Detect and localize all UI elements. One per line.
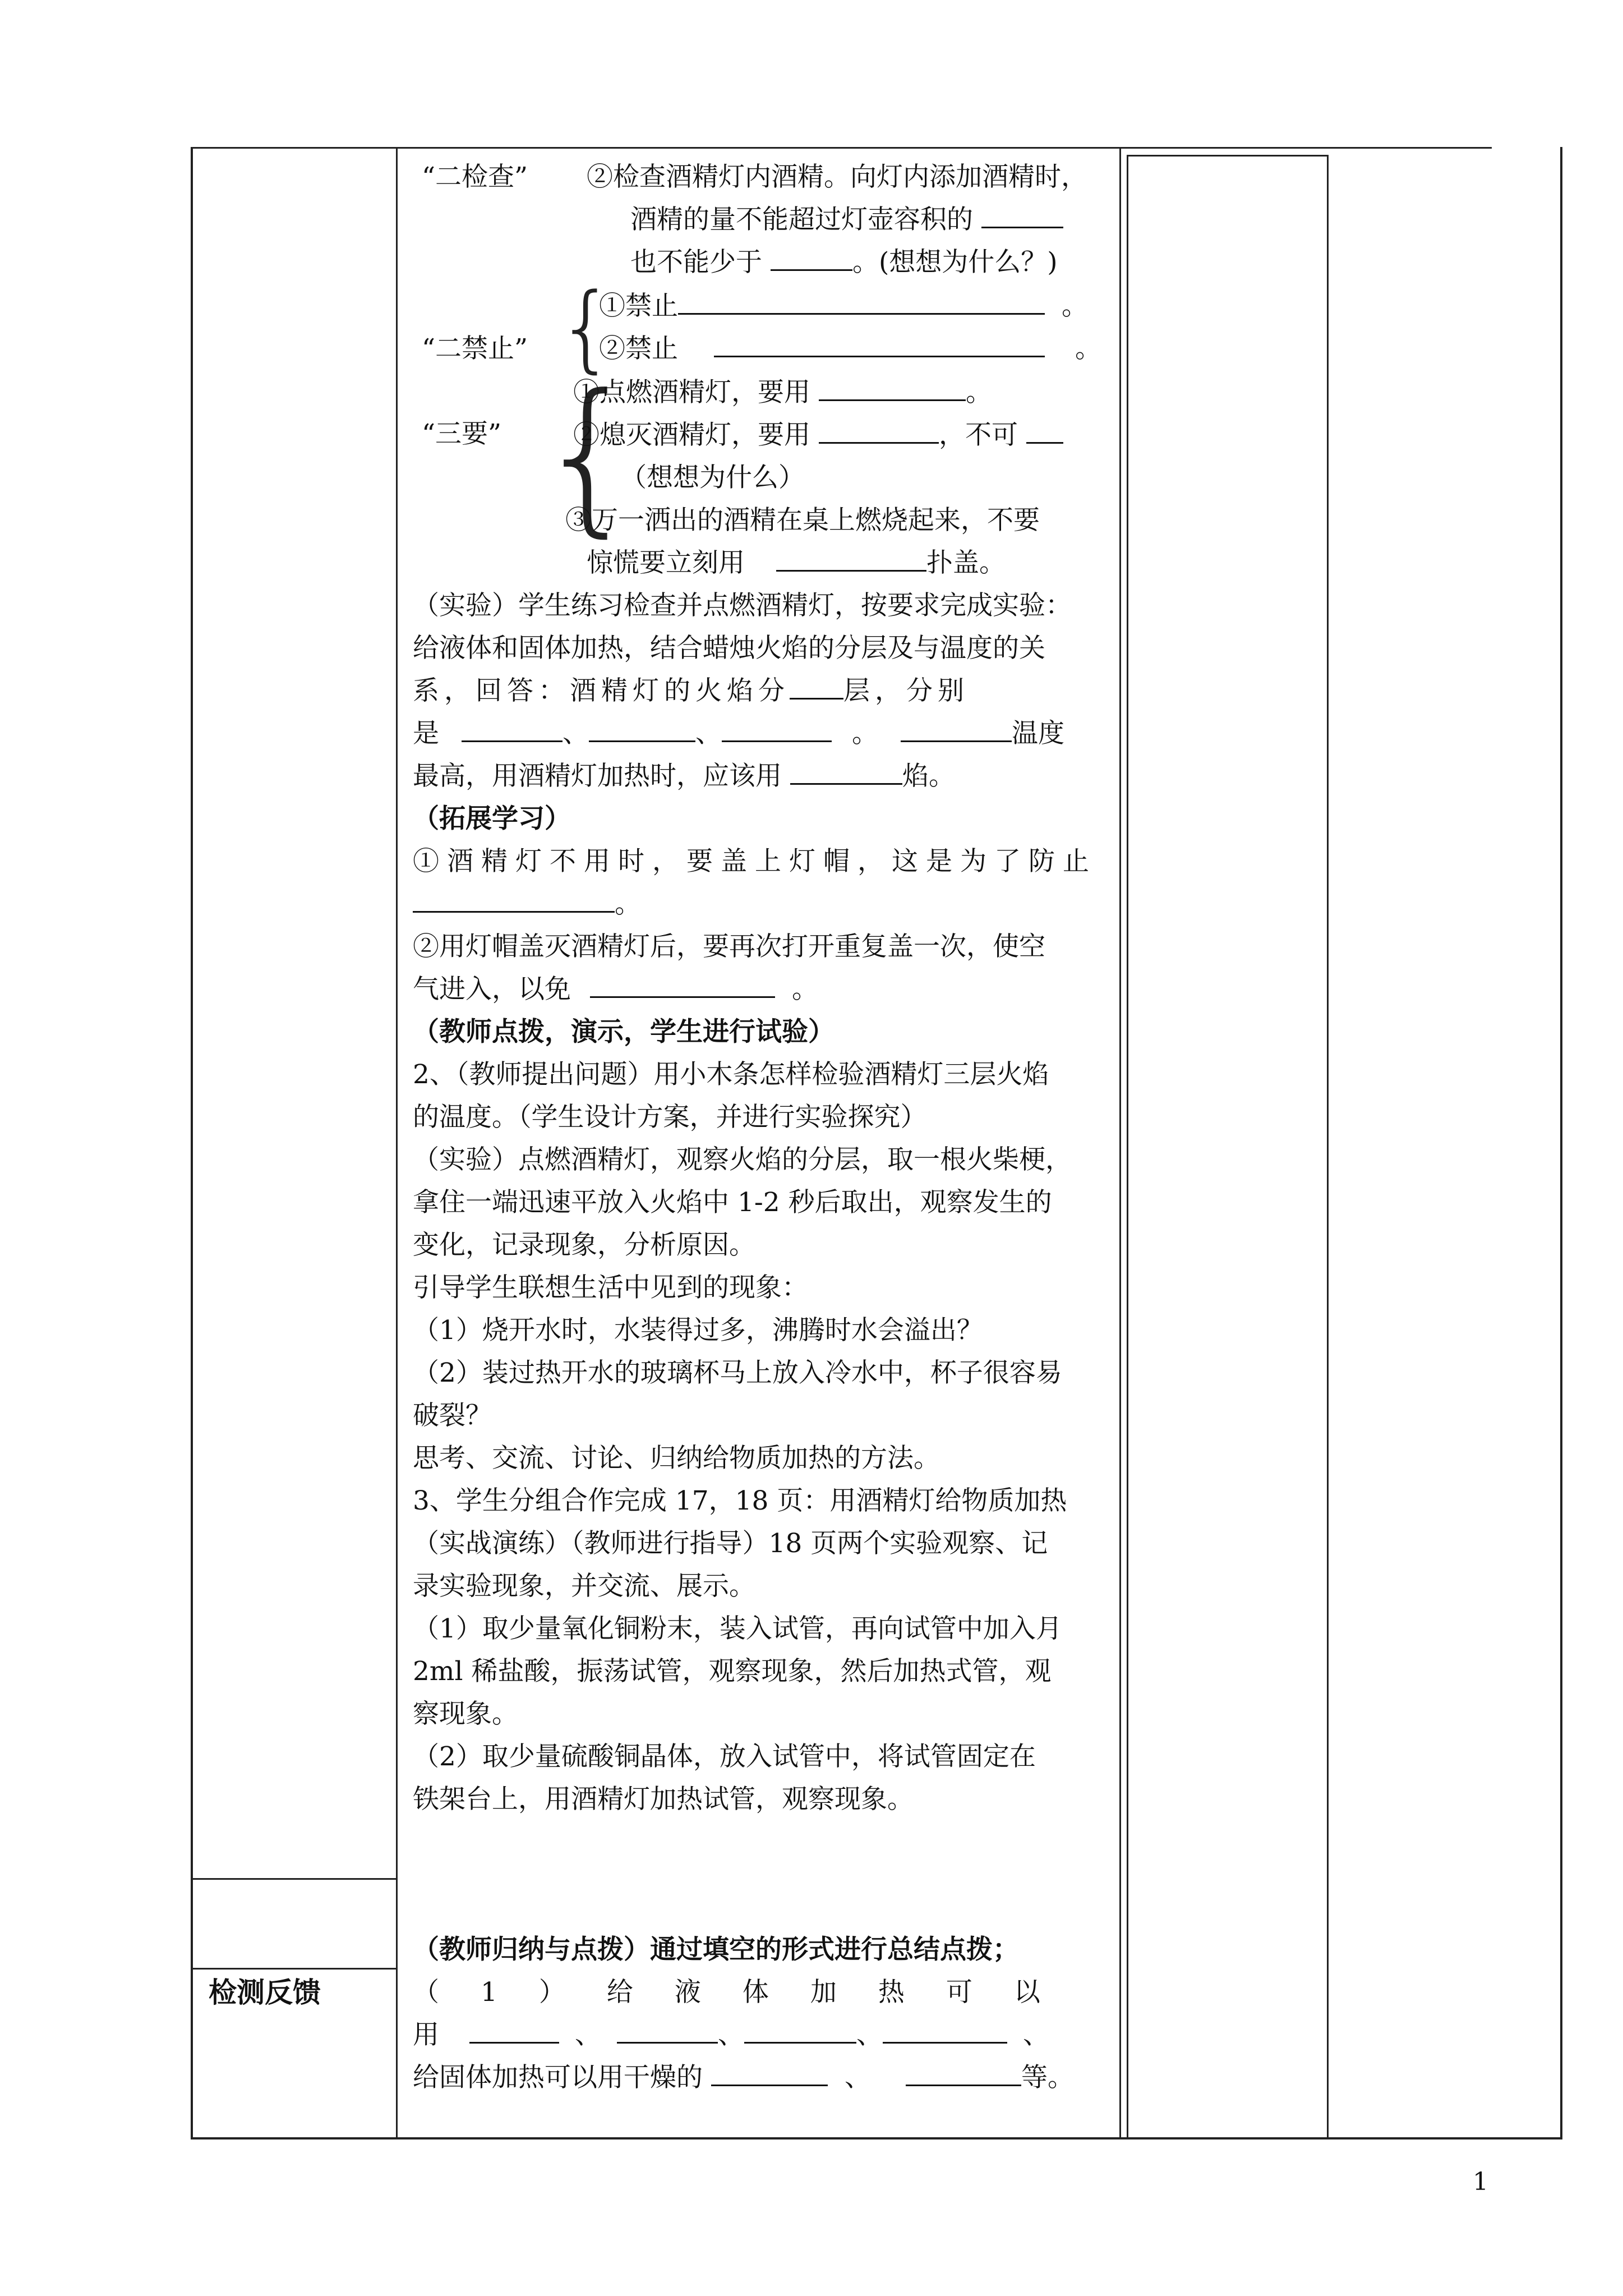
section3-line3: 录实验现象，并交流、展示。 — [413, 1571, 755, 1602]
blank-flame-3[interactable] — [722, 716, 832, 742]
extension-p2-line1: ②用灯帽盖灭酒精灯后，要再次打开重复盖一次，使空 — [413, 931, 1045, 962]
two-checks-line1: ②检查酒精灯内酒精。向灯内添加酒精时， — [587, 162, 1087, 192]
section2-line3: （实验）点燃酒精灯，观察火焰的分层，取一根火柴梗， — [413, 1144, 1072, 1175]
two-checks-line2: 酒精的量不能超过灯壶容积的 — [630, 199, 1063, 241]
section2-line10: 思考、交流、讨论、归纳给物质加热的方法。 — [413, 1443, 940, 1474]
blank-must-2-not[interactable] — [1026, 417, 1063, 444]
must-3-line2: 惊慌要立刻用 扑盖。 — [587, 542, 1006, 585]
blank-lamp-cap[interactable] — [413, 886, 615, 913]
experiment1-line2: 给液体和固体加热，结合蜡烛火焰的分层及与温度的关 — [413, 633, 1045, 664]
blank-liquid-4[interactable] — [883, 2017, 1007, 2044]
feedback-line3: 给固体加热可以用干燥的 、 等。 — [413, 2056, 1074, 2099]
feedback-summary: （教师归纳与点拨）通过填空的形式进行总结点拨； — [413, 1934, 1019, 1965]
three-musts-label: “三要” — [422, 418, 502, 449]
row-divider-2 — [191, 1968, 398, 1970]
blank-volume-min[interactable] — [771, 245, 852, 271]
blank-hottest-flame[interactable] — [901, 716, 1012, 742]
two-checks-line3: 也不能少于 。(想想为什么？) — [630, 241, 1058, 284]
two-checks-label: “二检查” — [422, 162, 528, 192]
must-2: ②熄灭酒精灯，要用 ，不可 — [573, 414, 1063, 457]
column3-top-rule — [1127, 155, 1327, 157]
ban-2: ②禁止 。 — [599, 328, 1101, 370]
experiment1-line5: 最高，用酒精灯加热时，应该用 焰。 — [413, 755, 955, 798]
section3-line4: （1）取少量氧化铜粉末，装入试管，再向试管中加入月 — [413, 1613, 1062, 1644]
extension-p1-line2: 。 — [413, 883, 641, 926]
section3-line8: 铁架台上，用酒精灯加热试管，观察现象。 — [413, 1784, 914, 1815]
experiment1-line3: 系，回答：酒精灯的火焰分 层，分别 — [413, 670, 969, 712]
section3-line1: 3、学生分组合作完成 17，18 页：用酒精灯给物质加热 — [413, 1485, 1067, 1516]
page-top-rule — [191, 147, 1492, 149]
section2-line8: （2）装过热开水的玻璃杯马上放入冷水中，杯子很容易 — [413, 1358, 1062, 1388]
section2-line7: （1）烧开水时，水装得过多，沸腾时水会溢出？ — [413, 1315, 983, 1346]
column-divider-4 — [1327, 155, 1329, 2139]
extension-p1-line1: ①酒精灯不用时，要盖上灯帽，这是为了防止 — [413, 846, 1097, 877]
ban-1: ①禁止 。 — [599, 285, 1088, 328]
blank-flame-1[interactable] — [462, 716, 562, 742]
section3-line6: 察现象。 — [413, 1699, 518, 1729]
teacher-demo-note: （教师点拨，演示，学生进行试验） — [413, 1016, 834, 1047]
blank-avoid[interactable] — [590, 972, 775, 998]
must-2-note: （想想为什么） — [620, 462, 805, 493]
table-right-border — [1560, 147, 1562, 2139]
blank-solid-1[interactable] — [711, 2060, 828, 2086]
column-divider-3 — [1127, 155, 1128, 2139]
blank-liquid-3[interactable] — [744, 2017, 856, 2044]
section2-line1: 2、（教师提出问题）用小木条怎样检验酒精灯三层火焰 — [413, 1059, 1049, 1090]
blank-must-1[interactable] — [819, 375, 966, 401]
section2-line4: 拿住一端迅速平放入火焰中 1-2 秒后取出，观察发生的 — [413, 1187, 1052, 1218]
page-number: 1 — [1473, 2168, 1488, 2196]
feedback-label: 检测反馈 — [209, 1976, 321, 2009]
section3-line2: （实战演练）（教师进行指导）18 页两个实验观察、记 — [413, 1528, 1048, 1559]
section2-line9: 破裂？ — [413, 1400, 492, 1431]
blank-must-3[interactable] — [776, 545, 926, 572]
must-1: ①点燃酒精灯，要用 。 — [573, 371, 992, 414]
blank-ban-1[interactable] — [678, 288, 1045, 315]
section3-line5: 2ml 稀盐酸，振荡试管，观察现象，然后加热式管，观 — [413, 1656, 1052, 1687]
section3-line7: （2）取少量硫酸铜晶体，放入试管中，将试管固定在 — [413, 1741, 1036, 1772]
experiment1-line4: 是 、 、 。 温度 — [413, 712, 1064, 755]
section2-line6: 引导学生联想生活中见到的现象： — [413, 1272, 808, 1303]
column-divider-1 — [396, 147, 398, 2139]
blank-flame-2[interactable] — [589, 716, 695, 742]
blank-liquid-2[interactable] — [617, 2017, 718, 2044]
blank-must-2[interactable] — [819, 417, 939, 444]
blank-flame-layers[interactable] — [790, 673, 843, 700]
blank-solid-2[interactable] — [906, 2060, 1021, 2086]
blank-heating-flame[interactable] — [790, 758, 902, 785]
column-divider-2 — [1119, 147, 1121, 2139]
feedback-line1: （1）给液体加热可以 — [413, 1977, 1082, 2008]
blank-volume-max[interactable] — [981, 202, 1063, 228]
extension-title: （拓展学习） — [413, 803, 571, 834]
table-left-border — [191, 147, 193, 2139]
two-bans-brace: { — [556, 273, 616, 383]
section2-line2: 的温度。（学生设计方案，并进行实验探究） — [413, 1102, 927, 1133]
row-divider-1 — [191, 1878, 398, 1880]
extension-p2-line2: 气进入，以免 。 — [413, 968, 818, 1011]
blank-ban-2[interactable] — [714, 331, 1045, 357]
two-bans-label: “二禁止” — [422, 333, 528, 364]
feedback-line2: 用 、 、 、 、 — [413, 2014, 1049, 2056]
must-3-line1: ③万一洒出的酒精在桌上燃烧起来，不要 — [565, 505, 1040, 536]
experiment1-line1: （实验）学生练习检查并点燃酒精灯，按要求完成实验： — [413, 590, 1072, 621]
blank-liquid-1[interactable] — [469, 2017, 559, 2044]
section2-line5: 变化，记录现象，分析原因。 — [413, 1230, 755, 1260]
three-musts-brace: { — [536, 358, 642, 552]
